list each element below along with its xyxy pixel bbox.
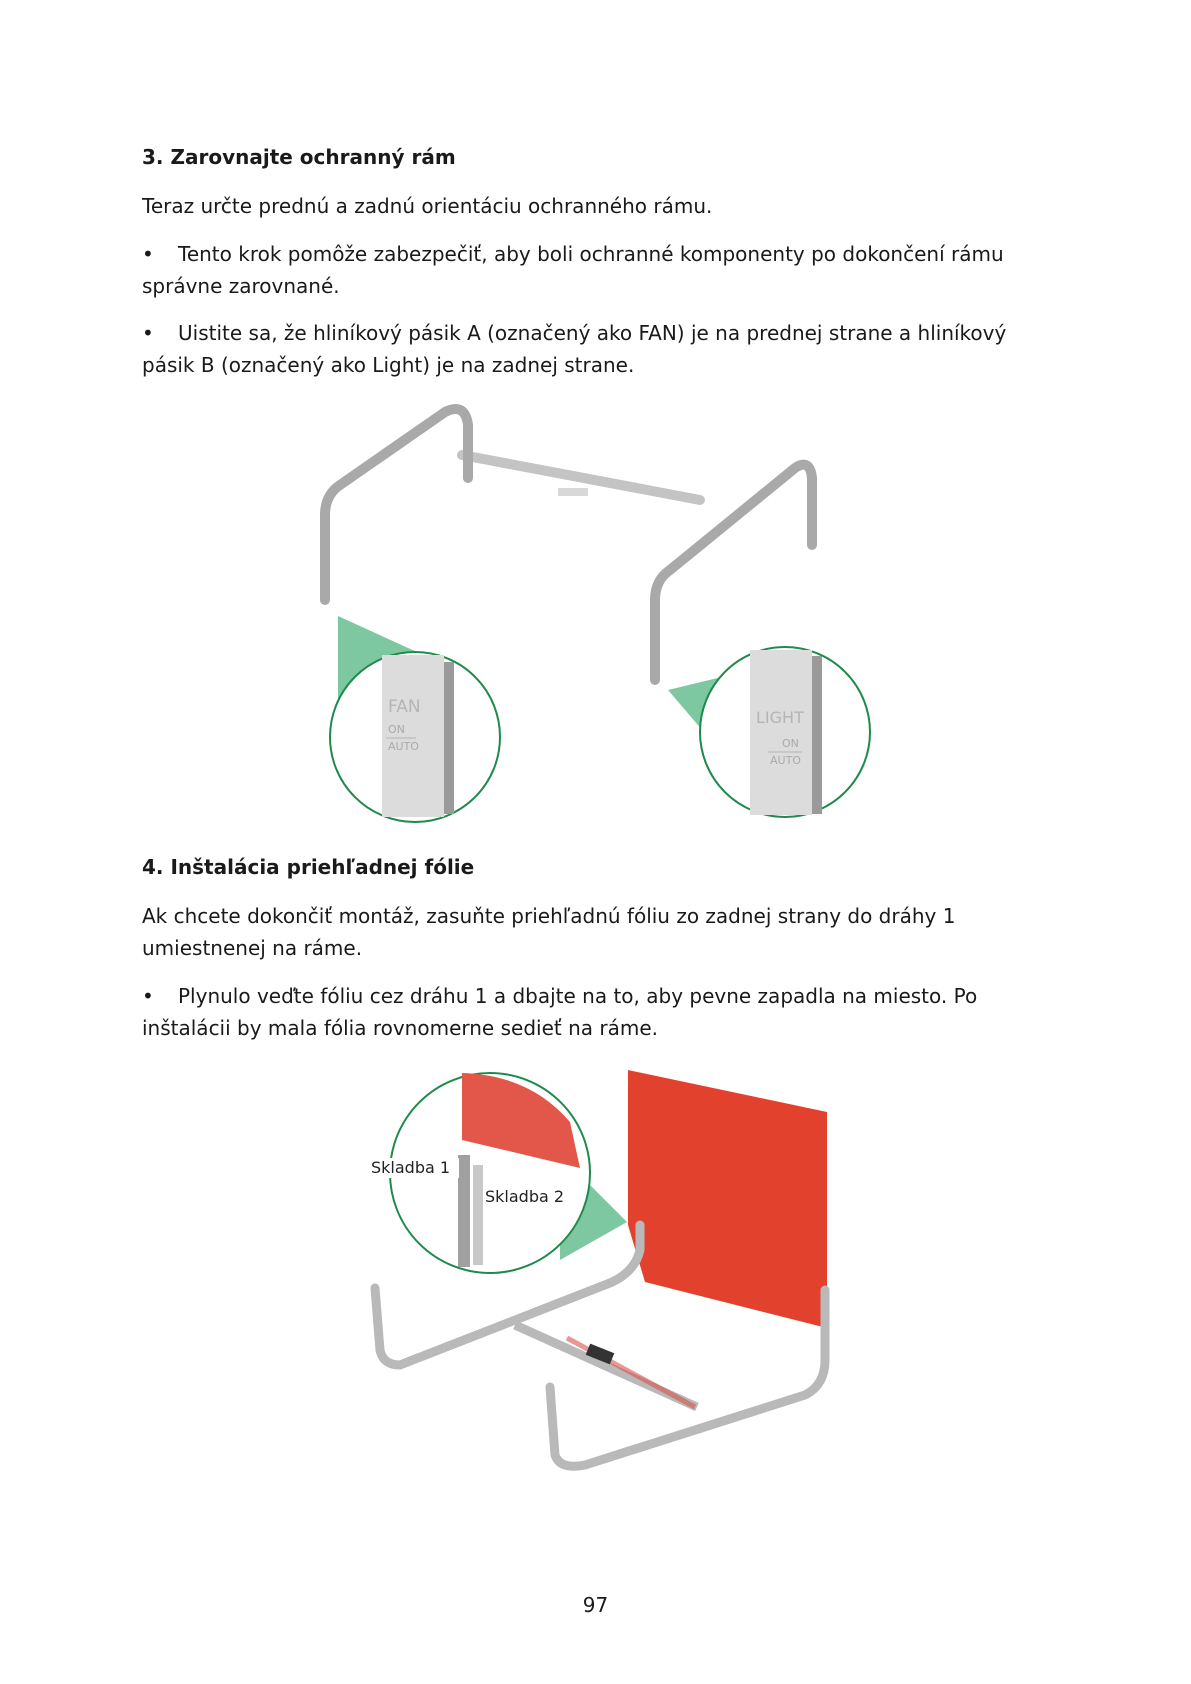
fan-label: FAN — [388, 697, 421, 717]
crossbar-clip — [558, 488, 588, 496]
light-strip — [750, 650, 812, 815]
section3-bullet-2-text: Uistite sa, že hliníkový pásik A (označený ako FAN) je na prednej strane a hliníkový pásik B (označený ako Light) je na zadnej strane. — [142, 321, 1007, 377]
page-number: 97 — [582, 1593, 609, 1617]
film-bottom-edge — [567, 1338, 695, 1407]
track-2-rail — [473, 1165, 483, 1265]
film-installation-figure — [355, 1060, 845, 1480]
section4-bullet-1 — [142, 980, 1062, 1044]
section3-heading: 3. Zarovnajte ochranný rám — [142, 145, 456, 169]
film-panel — [628, 1070, 827, 1328]
section3-bullet-1-text: Tento krok pomôže zabezpečiť, aby boli ochranné komponenty po dokončení rámu správne zarovnané. — [142, 242, 1004, 298]
bullet-dot: • — [142, 321, 154, 345]
left-frame-arm — [325, 409, 468, 600]
light-auto-label: AUTO — [770, 754, 801, 767]
frame-orientation-illustration — [290, 400, 900, 830]
fan-strip — [382, 655, 444, 817]
section4-bullet-1-text: Plynulo veďte fóliu cez dráhu 1 a dbajte na to, aby pevne zapadla na miesto. Po inštalácii by mala fólia rovnomerne sedieť na ráme. — [142, 984, 978, 1040]
light-on-label: ON — [782, 737, 799, 750]
section3-intro: Teraz určte prednú a zadnú orientáciu ochranného rámu. — [142, 194, 713, 218]
bullet-dot: • — [142, 242, 154, 266]
track-1-rail — [458, 1155, 470, 1267]
fan-auto-label: AUTO — [388, 740, 419, 753]
track-1-label: Skladba 1 — [371, 1158, 451, 1177]
light-strip-edge — [812, 656, 822, 814]
bullet-dot: • — [142, 984, 154, 1008]
film-installation-illustration — [355, 1060, 845, 1480]
track-2-label: Skladba 2 — [485, 1187, 565, 1206]
section4-heading: 4. Inštalácia priehľadnej fólie — [142, 855, 475, 879]
light-label: LIGHT — [756, 708, 804, 727]
section4-intro: Ak chcete dokončiť montáž, zasuňte priehľadnú fóliu zo zadnej strany do dráhy 1 umiestnenej na ráme. — [142, 904, 956, 960]
frame-orientation-figure — [290, 400, 900, 830]
fan-on-label: ON — [388, 723, 405, 736]
fan-strip-edge — [444, 662, 454, 814]
section3-bullet-2 — [142, 317, 1062, 381]
section3-bullet-1 — [142, 238, 1062, 302]
